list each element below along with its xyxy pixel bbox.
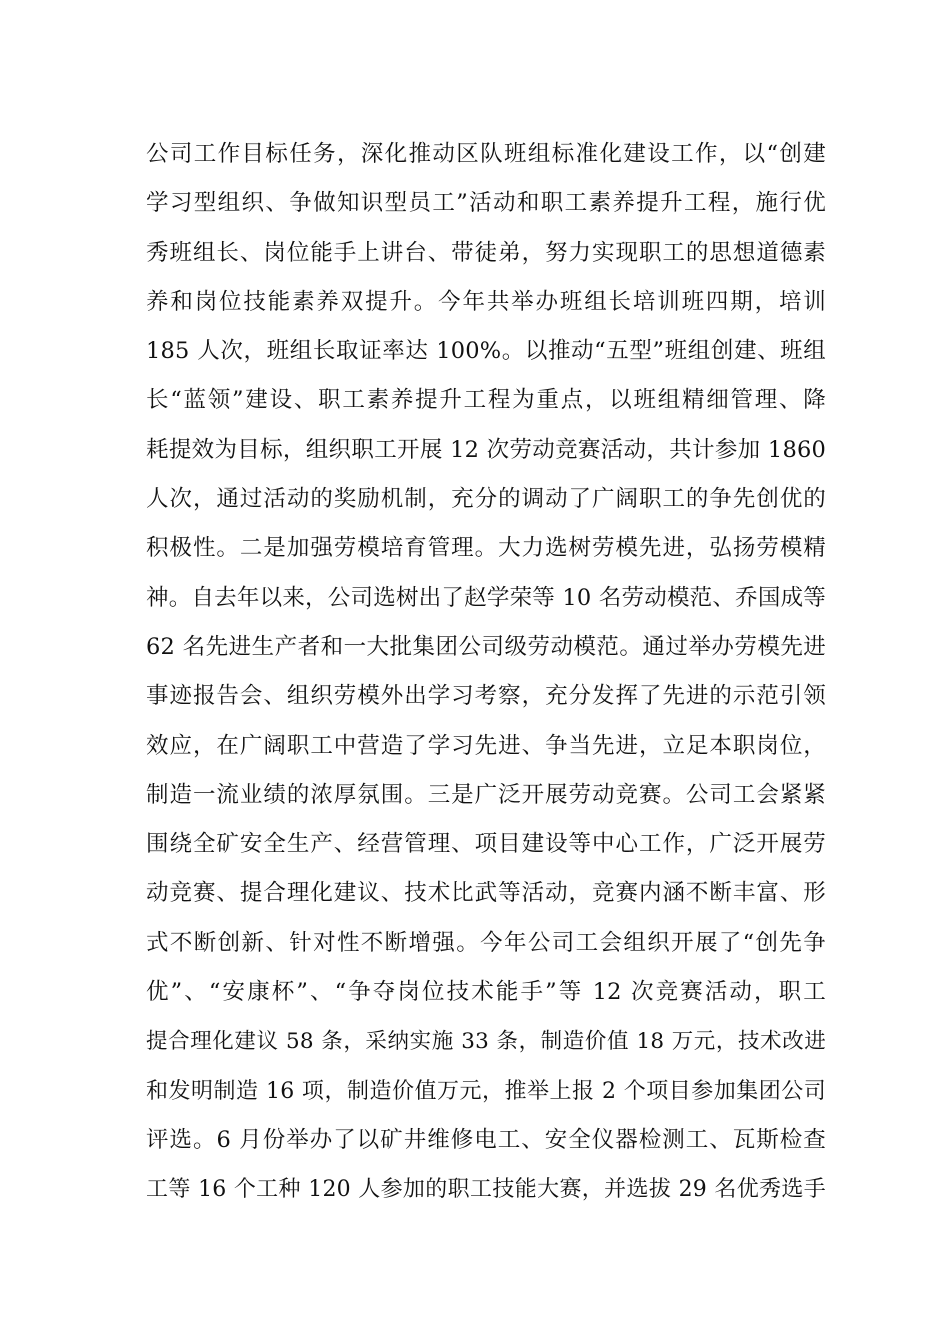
text-line-19: 提合理化建议 58 条，采纳实施 33 条，制造价值 18 万元，技术改进: [146, 1029, 826, 1055]
text-line-7: 耗提效为目标，组织职工开展 12 次劳动竞赛活动，共计参加 1860: [146, 436, 826, 463]
text-line-1: 公司工作目标任务，深化推动区队班组标准化建设工作，以“创建: [146, 141, 826, 167]
text-line-16: 动竞赛、提合理化建议、技术比武等活动，竞赛内涵不断丰富、形: [146, 880, 826, 907]
text-line-17: 式不断创新、针对性不断增强。今年公司工会组织开展了“创先争: [146, 929, 826, 956]
text-line-15: 围绕全矿安全生产、经营管理、项目建设等中心工作，广泛开展劳: [146, 831, 826, 858]
text-line-3: 秀班组长、岗位能手上讲台、带徒弟，努力实现职工的思想道德素: [146, 239, 826, 266]
text-line-13: 效应，在广阔职工中营造了学习先进、争当先进，立足本职岗位，: [146, 732, 826, 759]
text-line-4: 养和岗位技能素养双提升。今年共举办班组长培训班四期，培训: [146, 288, 826, 315]
text-line-14: 制造一流业绩的浓厚氛围。三是广泛开展劳动竞赛。公司工会紧紧: [146, 781, 826, 808]
body-paragraph: [146, 130, 826, 1215]
text-line-9: 积极性。二是加强劳模培育管理。大力选树劳模先进，弘扬劳模精: [146, 535, 826, 562]
text-line-22: 工等 16 个工种 120 人参加的职工技能大赛，并选拔 29 名优秀选手: [146, 1177, 826, 1203]
text-line-18: 优”、“安康杯”、“争夺岗位技术能手”等 12 次竞赛活动，职工: [146, 979, 826, 1006]
text-line-20: 和发明制造 16 项，制造价值万元，推举上报 2 个项目参加集团公司: [146, 1078, 826, 1104]
text-line-10: 神。自去年以来，公司选树出了赵学荣等 10 名劳动模范、乔国成等: [146, 584, 826, 611]
text-line-21: 评选。6 月份举办了以矿井维修电工、安全仪器检测工、瓦斯检查: [146, 1126, 826, 1153]
text-line-11: 62 名先进生产者和一大批集团公司级劳动模范。通过举办劳模先进: [146, 633, 826, 660]
text-line-5: 185 人次，班组长取证率达 100%。以推动“五型”班组创建、班组: [146, 338, 826, 365]
text-line-2: 学习型组织、争做知识型员工”活动和职工素养提升工程，施行优: [146, 190, 826, 217]
text-line-12: 事迹报告会、组织劳模外出学习考察，充分发挥了先进的示范引领: [146, 683, 826, 710]
text-line-6: 长“蓝领”建设、职工素养提升工程为重点，以班组精细管理、降: [146, 387, 826, 414]
text-line-8: 人次，通过活动的奖励机制，充分的调动了广阔职工的争先创优的: [146, 486, 826, 513]
